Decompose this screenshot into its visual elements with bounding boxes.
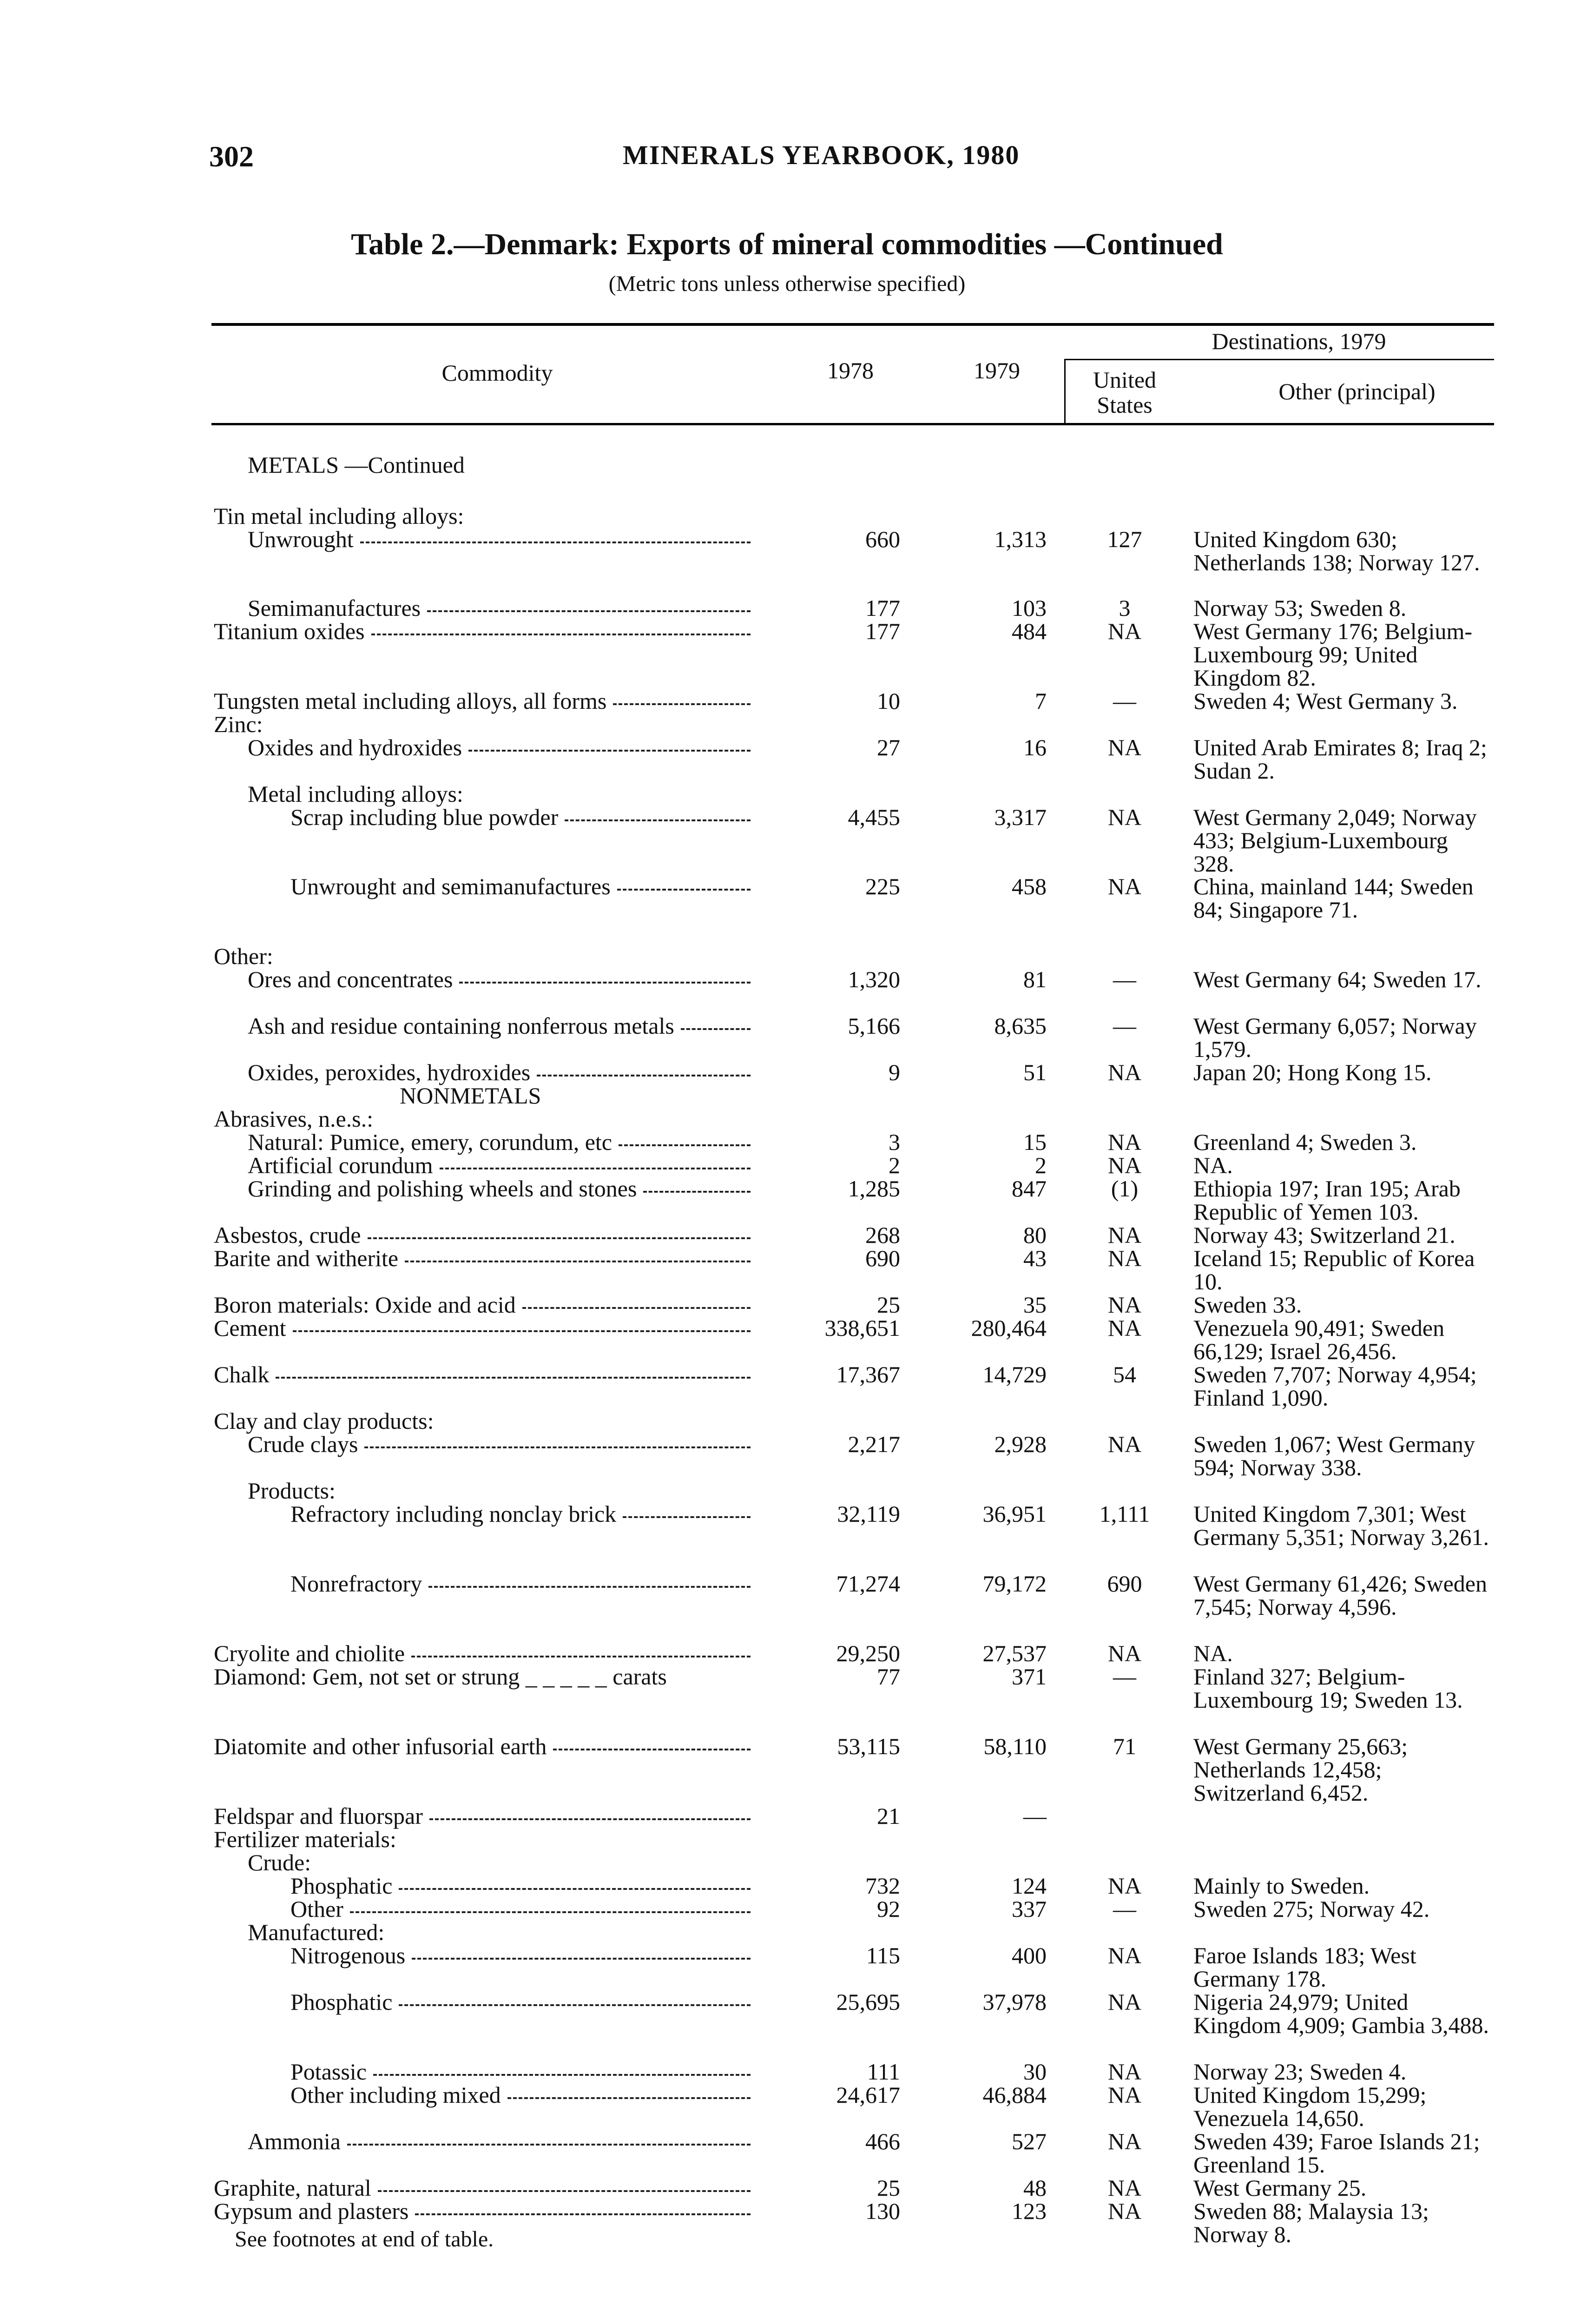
commodity-name: Artificial corundum [248,1152,433,1178]
value-1979: 79,172 [982,1571,1047,1597]
commodity-name: Crude clays [248,1431,358,1457]
table-row [0,944,1574,968]
table-row [0,2176,1574,2199]
value-united-states: NA [1107,1222,1142,1248]
value-other-destinations: Greenland 4; Sweden 3. [1193,1129,1417,1155]
commodity-name: Zinc: [214,711,263,737]
value-united-states: NA [1107,1315,1142,1341]
commodity-name: Metal including alloys: [248,781,463,807]
value-1979: 527 [1012,2128,1047,2154]
value-1978: 77 [877,1664,900,1690]
dot-leader [368,1237,751,1239]
value-1979: 1,313 [994,526,1047,552]
value-1978: 1,285 [848,1175,900,1202]
table-row [0,1501,1574,1550]
commodity-name: Grinding and polishing wheels and stones [248,1175,637,1202]
col-1979-header: 1979 [974,357,1020,383]
commodity-name: Diamond: Gem, not set or strung _ _ _ _ _ carats [214,1664,667,1690]
dot-leader [364,1446,751,1448]
commodity-name: Ores and concentrates [248,966,453,992]
value-other-destinations: Finland 327; Belgium-Luxembourg 19; Sweden 13. [1193,1664,1463,1713]
value-other-destinations: Nigeria 24,979; United Kingdom 4,909; Gambia 3,488. [1193,1989,1489,2038]
table-row [0,734,1574,784]
value-united-states: 54 [1113,1361,1136,1387]
section-heading-row [0,453,1574,476]
dot-leader [507,2097,751,2099]
value-1978: 115 [866,1942,900,1968]
value-1978: 17,367 [836,1361,900,1387]
commodity-name: Cryolite and chiolite [214,1640,405,1666]
commodity-name: Unwrought and semimanufactures [290,873,611,899]
commodity-name: Refractory including nonclay brick [290,1501,617,1527]
value-united-states: NA [1107,1431,1142,1457]
commodity-name: Other [290,1896,343,1922]
dot-leader [643,1191,751,1193]
value-united-states: 3 [1119,595,1131,621]
dot-leader [360,541,751,543]
commodity-name: Oxides and hydroxides [248,734,462,760]
value-united-states: NA [1107,2175,1142,2201]
value-other-destinations: West Germany 25. [1193,2175,1367,2201]
value-1979: 36,951 [982,1501,1047,1527]
section-heading-row [0,1084,1574,1107]
dot-leader [522,1307,751,1309]
value-1979: 37,978 [982,1989,1047,2015]
dot-leader [399,2004,751,2006]
value-united-states: NA [1107,804,1142,830]
dot-leader [293,1330,751,1332]
commodity-name: Ammonia [248,2128,341,2154]
value-united-states: — [1113,966,1136,992]
commodity-name: Crude: [248,1849,311,1875]
value-other-destinations: West Germany 2,049; Norway 433; Belgium-Luxembourg 328. [1193,804,1477,877]
value-other-destinations: Mainly to Sweden. [1193,1873,1370,1899]
value-1979: 35 [1023,1292,1047,1318]
value-other-destinations: Japan 20; Hong Kong 15. [1193,1059,1432,1085]
value-1979: 8,635 [994,1013,1047,1039]
value-united-states: NA [1107,2198,1142,2224]
value-1978: 268 [865,1222,900,1248]
col-1978-header: 1978 [827,357,874,383]
commodity-name: Cement [214,1315,286,1341]
dot-leader [459,982,751,984]
value-1978: 25,695 [836,1989,900,2015]
value-1979: 58,110 [983,1733,1047,1759]
table-row [0,1874,1574,1897]
value-1978: 2 [889,1152,900,1178]
table-title: Table 2.—Denmark: Exports of mineral commodities —Continued [351,227,1223,261]
dot-leader [468,750,751,752]
commodity-name: Abrasives, n.e.s.: [214,1106,373,1132]
value-united-states: — [1113,1664,1136,1690]
commodity-name: Graphite, natural [214,2175,371,2201]
value-other-destinations: Sweden 1,067; West Germany 594; Norway 338. [1193,1431,1475,1480]
table-row [0,1431,1574,1480]
dot-leader [565,819,751,821]
footnote: See footnotes at end of table. [235,2227,494,2251]
table-row [0,1642,1574,1665]
value-1979: 484 [1012,618,1047,644]
value-other-destinations: West Germany 6,057; Norway 1,579. [1193,1013,1477,1062]
value-other-destinations: Sweden 88; Malaysia 13; Norway 8. [1193,2198,1429,2247]
table-row [0,504,1574,528]
value-1978: 225 [865,873,900,899]
dot-leader [429,1818,751,1820]
value-1979: 337 [1012,1896,1047,1922]
value-1978: 338,651 [824,1315,900,1341]
value-1979: 2,928 [994,1431,1047,1457]
value-other-destinations: Faroe Islands 183; West Germany 178. [1193,1942,1416,1992]
value-other-destinations: Ethiopia 197; Iran 195; Arab Republic of Yemen 103. [1193,1175,1461,1225]
value-other-destinations: Venezuela 90,491; Sweden 66,129; Israel 26,456. [1193,1315,1445,1364]
section-heading: NONMETALS [400,1083,541,1109]
dot-leader [617,889,751,891]
table-row [0,1245,1574,1294]
value-1978: 53,115 [837,1733,900,1759]
dot-leader [427,610,751,612]
value-united-states: 127 [1107,526,1142,552]
table-row [0,2060,1574,2083]
value-other-destinations: Sweden 7,707; Norway 4,954; Finland 1,090. [1193,1361,1477,1411]
commodity-name: Fertilizer materials: [214,1826,396,1852]
dot-leader [553,1749,751,1750]
value-1978: 25 [877,1292,900,1318]
col-other-header: Other (principal) [1278,378,1436,404]
dot-leader [350,1911,751,1913]
value-united-states: NA [1107,1640,1142,1666]
table-row [0,1409,1574,1433]
value-united-states: 1,111 [1099,1501,1150,1527]
commodity-name: Gypsum and plasters [214,2198,409,2224]
value-1979: 2 [1035,1152,1047,1178]
commodity-name: Semimanufactures [248,595,421,621]
value-other-destinations: Norway 53; Sweden 8. [1193,595,1407,621]
table-row [0,713,1574,736]
table-row [0,1942,1574,1992]
table-row [0,1571,1574,1620]
value-1978: 25 [877,2175,900,2201]
table-row [0,1293,1574,1316]
value-1979: 51 [1023,1059,1047,1085]
value-1979: 123 [1012,2198,1047,2224]
table-row [0,968,1574,991]
value-1979: — [1023,1803,1047,1829]
value-other-destinations: Sweden 33. [1193,1292,1302,1318]
dot-leader [378,2190,751,2192]
table-row [0,1479,1574,1502]
dot-leader [371,634,751,635]
value-other-destinations: NA. [1193,1640,1233,1666]
value-1978: 27 [877,734,900,760]
table-row [0,804,1574,877]
table-row [0,1175,1574,1225]
table-row [0,1013,1574,1062]
commodity-name: Tungsten metal including alloys, all forms [214,688,607,714]
value-united-states: NA [1107,1152,1142,1178]
table-row [0,1851,1574,1874]
commodity-name: Potassic [290,2059,367,2085]
value-1979: 30 [1023,2059,1047,2085]
value-1979: 48 [1023,2175,1047,2201]
value-united-states: NA [1107,618,1142,644]
table-row [0,1130,1574,1154]
value-united-states: 690 [1107,1571,1142,1597]
value-other-destinations: West Germany 64; Sweden 17. [1193,966,1482,992]
table-row [0,1664,1574,1713]
commodity-name: Asbestos, crude [214,1222,361,1248]
table-row [0,618,1574,691]
value-1978: 10 [877,688,900,714]
value-other-destinations: Norway 43; Switzerland 21. [1193,1222,1455,1248]
value-1978: 690 [865,1245,900,1271]
commodity-name: Other including mixed [290,2082,501,2108]
value-1979: 847 [1012,1175,1047,1202]
value-1979: 16 [1023,734,1047,760]
value-1978: 177 [865,595,900,621]
value-united-states: NA [1107,1245,1142,1271]
col-destinations-header: Destinations, 1979 [1212,328,1386,354]
value-1978: 130 [865,2198,900,2224]
table-row [0,1107,1574,1130]
value-united-states: NA [1107,1292,1142,1318]
commodity-name: Boron materials: Oxide and acid [214,1292,516,1318]
value-other-destinations: United Kingdom 630; Netherlands 138; Norway 127. [1193,526,1480,575]
commodity-name: Tin metal including alloys: [214,503,464,529]
dot-leader [412,1958,751,1960]
value-1978: 71,274 [836,1571,900,1597]
value-other-destinations: Norway 23; Sweden 4. [1193,2059,1407,2085]
value-1979: 80 [1023,1222,1047,1248]
dot-leader [623,1516,751,1518]
value-1978: 5,166 [848,1013,900,1039]
value-1978: 2,217 [848,1431,900,1457]
value-1979: 280,464 [971,1315,1047,1341]
value-1979: 371 [1012,1664,1047,1690]
commodity-name: Barite and witherite [214,1245,399,1271]
table-row [0,596,1574,620]
value-1978: 4,455 [848,804,900,830]
commodity-name: Feldspar and fluorspar [214,1803,423,1829]
table-row [0,1315,1574,1364]
commodity-name: Chalk [214,1361,270,1387]
commodity-name: Scrap including blue powder [290,804,559,830]
table-row [0,1804,1574,1828]
value-1979: 103 [1012,595,1047,621]
value-1978: 21 [877,1803,900,1829]
dot-leader [537,1075,751,1076]
commodity-name: Diatomite and other infusorial earth [214,1733,547,1759]
table-row [0,1361,1574,1411]
value-other-destinations: West Germany 61,426; Sweden 7,545; Norway 4,596. [1193,1571,1487,1620]
commodity-name: Ash and residue containing nonferrous metals [248,1013,674,1039]
value-1978: 111 [867,2059,900,2085]
commodity-name: Phosphatic [290,1873,393,1899]
table-row [0,1154,1574,1177]
commodity-name: Oxides, peroxides, hydroxides [248,1059,531,1085]
value-united-states: NA [1107,1942,1142,1968]
value-1979: 458 [1012,873,1047,899]
page-number: 302 [209,140,254,173]
value-united-states: 71 [1113,1733,1136,1759]
commodity-name: Phosphatic [290,1989,393,2015]
value-1978: 32,119 [837,1501,900,1527]
table-row [0,1733,1574,1806]
value-other-destinations: United Arab Emirates 8; Iraq 2; Sudan 2. [1193,734,1487,784]
value-1979: 3,317 [994,804,1047,830]
dot-leader [613,703,751,705]
value-united-states: NA [1107,2082,1142,2108]
section-heading: METALS —Continued [248,452,465,478]
table-row [0,1989,1574,2038]
dot-leader [373,2074,751,2076]
value-united-states: — [1113,688,1136,714]
commodity-name: Nonrefractory [290,1571,422,1597]
value-1978: 29,250 [836,1640,900,1666]
value-other-destinations: China, mainland 144; Sweden 84; Singapore 71. [1193,873,1474,923]
table-row [0,689,1574,713]
value-united-states: (1) [1111,1175,1139,1202]
commodity-name: Manufactured: [248,1919,385,1945]
value-other-destinations: United Kingdom 7,301; West Germany 5,351; Norway 3,261. [1193,1501,1489,1550]
value-1979: 15 [1023,1129,1047,1155]
col-commodity-header: Commodity [441,360,553,386]
table-row [0,1921,1574,1944]
dot-leader [440,1168,751,1169]
value-united-states: NA [1107,2128,1142,2154]
commodity-name: Titanium oxides [214,618,365,644]
table-subtitle: (Metric tons unless otherwise specified) [608,271,966,296]
value-1978: 24,617 [836,2082,900,2108]
value-1978: 177 [865,618,900,644]
value-1979: 124 [1012,1873,1047,1899]
dot-leader [428,1586,751,1588]
value-1978: 1,320 [848,966,900,992]
commodity-name: Natural: Pumice, emery, corundum, etc [248,1129,612,1155]
value-1979: 27,537 [982,1640,1047,1666]
table-row [0,782,1574,805]
value-1978: 660 [865,526,900,552]
commodity-name: Unwrought [248,526,354,552]
value-other-destinations: Sweden 275; Norway 42. [1193,1896,1430,1922]
dot-leader [411,1656,751,1657]
value-other-destinations: Sweden 439; Faroe Islands 21; Greenland 15. [1193,2128,1480,2178]
value-united-states: NA [1107,1129,1142,1155]
value-1978: 466 [865,2128,900,2154]
value-other-destinations: Sweden 4; West Germany 3. [1193,688,1458,714]
value-united-states: NA [1107,734,1142,760]
value-united-states: NA [1107,1873,1142,1899]
value-other-destinations: West Germany 25,663; Netherlands 12,458; Switzerland 6,452. [1193,1733,1408,1806]
value-1979: 81 [1023,966,1047,992]
value-1979: 46,884 [982,2082,1047,2108]
value-1979: 7 [1035,688,1047,714]
dot-leader [276,1377,751,1379]
value-united-states: — [1113,1013,1136,1039]
table-row [0,2128,1574,2178]
value-1979: 43 [1023,1245,1047,1271]
commodity-name: Nitrogenous [290,1942,406,1968]
value-united-states: NA [1107,1989,1142,2015]
col-us-header: United States [1093,367,1157,418]
value-1979: 14,729 [982,1361,1047,1387]
value-other-destinations: NA. [1193,1152,1233,1178]
table-row [0,1223,1574,1247]
commodity-name: Products: [248,1478,336,1504]
value-1978: 9 [889,1059,900,1085]
value-1978: 92 [877,1896,900,1922]
value-united-states: NA [1107,2059,1142,2085]
value-united-states: NA [1107,1059,1142,1085]
commodity-name: Other: [214,943,273,969]
value-1979: 400 [1012,1942,1047,1968]
table-row [0,2082,1574,2131]
table-row [0,526,1574,575]
table-row [0,1828,1574,1851]
dot-leader [681,1028,751,1030]
value-1978: 732 [865,1873,900,1899]
dot-leader [405,1261,751,1262]
value-united-states: — [1113,1896,1136,1922]
value-united-states: NA [1107,873,1142,899]
table-row [0,1897,1574,1921]
value-1978: 3 [889,1129,900,1155]
dot-leader [415,2213,751,2215]
value-other-destinations: West Germany 176; Belgium-Luxembourg 99; United Kingdom 82. [1193,618,1473,691]
dot-leader [619,1144,751,1146]
running-head: MINERALS YEARBOOK, 1980 [623,140,1020,170]
table-row [0,873,1574,923]
value-other-destinations: Iceland 15; Republic of Korea 10. [1193,1245,1475,1294]
dot-leader [399,1888,751,1890]
table-row [0,1061,1574,1084]
value-other-destinations: United Kingdom 15,299; Venezuela 14,650. [1193,2082,1427,2131]
dot-leader [347,2144,751,2146]
commodity-name: Clay and clay products: [214,1408,434,1434]
